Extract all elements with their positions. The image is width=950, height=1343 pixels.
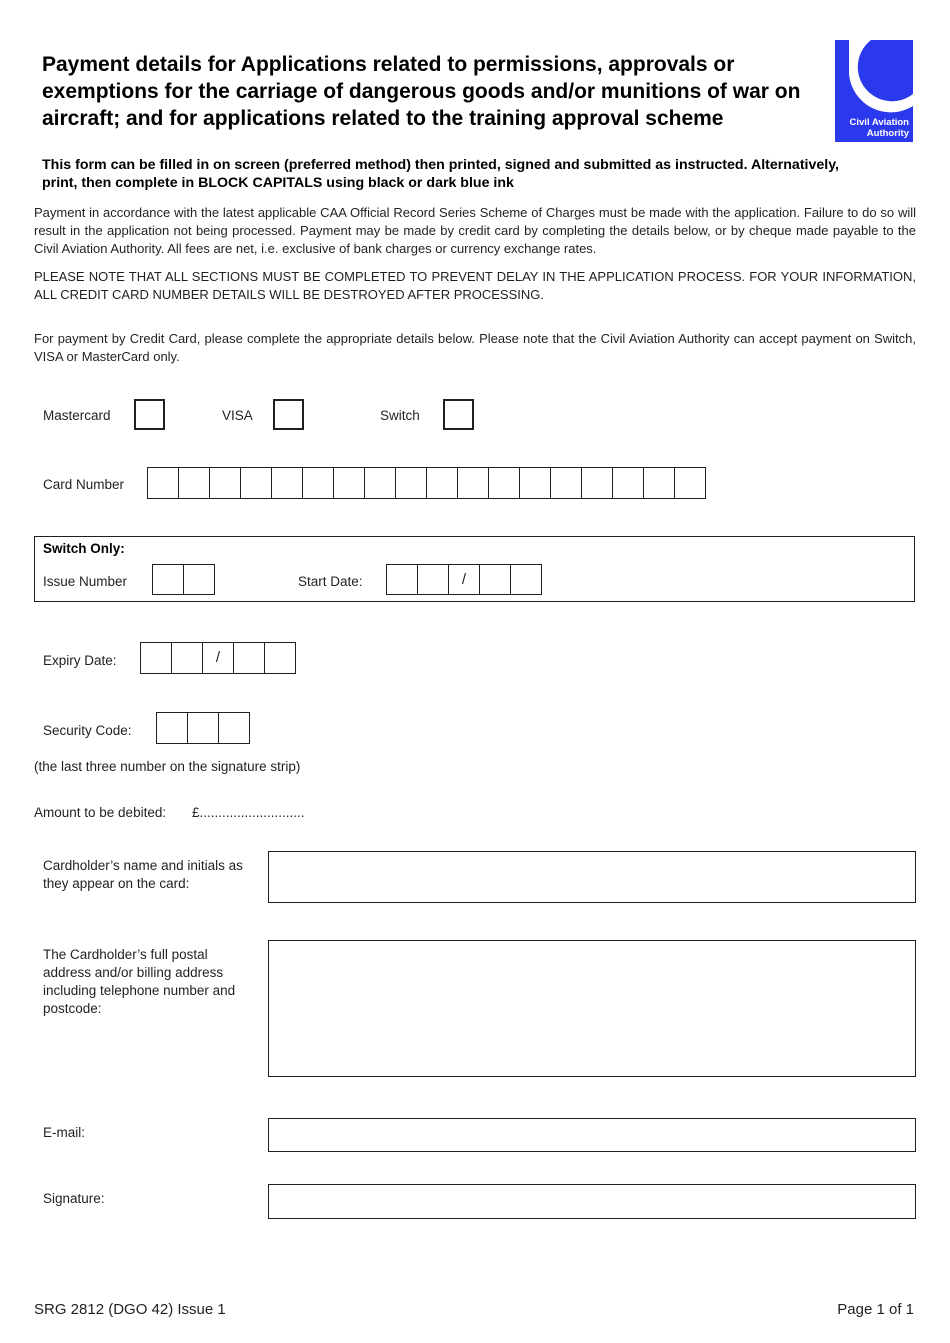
email-input[interactable]: [268, 1118, 916, 1152]
issue-number-digit[interactable]: [184, 565, 215, 594]
mastercard-label: Mastercard: [43, 408, 111, 423]
card-number-label: Card Number: [43, 477, 125, 492]
security-code-digit[interactable]: [219, 713, 250, 743]
email-label: E-mail:: [43, 1125, 86, 1140]
switch-checkbox[interactable]: [443, 399, 474, 430]
security-code-field[interactable]: [156, 712, 250, 744]
signature-input[interactable]: [268, 1184, 916, 1219]
expiry-date-field[interactable]: [140, 642, 296, 674]
issue-number-field[interactable]: [152, 564, 215, 595]
card-number-digit[interactable]: [613, 468, 644, 498]
start-date-field[interactable]: [386, 564, 542, 595]
card-number-digit[interactable]: [520, 468, 551, 498]
card-number-digit[interactable]: [551, 468, 582, 498]
expiry-date-digit[interactable]: [141, 643, 172, 673]
card-number-field[interactable]: [147, 467, 706, 499]
address-input[interactable]: [268, 940, 916, 1077]
security-code-digit[interactable]: [188, 713, 219, 743]
card-number-digit[interactable]: [644, 468, 675, 498]
page-number: Page 1 of 1: [837, 1301, 914, 1318]
expiry-date-label: Expiry Date:: [43, 653, 117, 668]
start-date-separator: /: [449, 565, 480, 594]
amount-label: Amount to be debited:: [34, 805, 167, 820]
logo-text-line1: Civil Aviation: [849, 117, 909, 128]
expiry-date-separator: /: [203, 643, 234, 673]
expiry-date-digit[interactable]: [234, 643, 265, 673]
card-number-digit[interactable]: [675, 468, 706, 498]
card-number-digit[interactable]: [303, 468, 334, 498]
card-number-digit[interactable]: [241, 468, 272, 498]
card-number-digit[interactable]: [210, 468, 241, 498]
issue-number-label: Issue Number: [43, 574, 128, 589]
security-code-label: Security Code:: [43, 723, 132, 738]
cardholder-name-input[interactable]: [268, 851, 916, 903]
payment-intro: Payment in accordance with the latest applicable CAA Official Record Series Scheme of Charges must be made with the application. Failure to do so will result in the application not being processed. Payment may be made by credit card by completing the details below, or by cheque made payable to the Civil Aviation Authority. All fees are net, i.e. exclusive of bank charges or currency exchange rates.: [34, 205, 916, 256]
signature-label: Signature:: [43, 1191, 105, 1206]
start-date-digit[interactable]: [387, 565, 418, 594]
card-number-digit[interactable]: [427, 468, 458, 498]
start-date-digit[interactable]: [511, 565, 542, 594]
security-code-digit[interactable]: [157, 713, 188, 743]
form-title: Payment details for Applications related to permissions, approvals or exemptions for the carriage of dangerous goods and/or munitions of war on aircraft; and for applications related to the training approval scheme: [42, 53, 801, 130]
address-label: The Cardholder’s full postal address and/or billing address including telephone number and postcode:: [43, 947, 236, 1016]
card-number-digit[interactable]: [396, 468, 427, 498]
card-number-digit[interactable]: [272, 468, 303, 498]
card-number-digit[interactable]: [334, 468, 365, 498]
issue-number-digit[interactable]: [153, 565, 184, 594]
caa-logo: [835, 40, 913, 142]
cardholder-name-label: Cardholder’s name and initials as they appear on the card:: [43, 858, 243, 891]
credit-card-intro: For payment by Credit Card, please complete the appropriate details below. Please note that the Civil Aviation Authority can accept payment on Switch, VISA or MasterCard only.: [34, 331, 916, 364]
switch-only-heading: Switch Only:: [43, 541, 125, 556]
fill-instructions: This form can be filled in on screen (preferred method) then printed, signed and submitted as instructed. Alternatively, print, then complete in BLOCK CAPITALS using black or dark blue ink: [42, 157, 839, 191]
card-number-digit[interactable]: [365, 468, 396, 498]
card-number-digit[interactable]: [148, 468, 179, 498]
mastercard-checkbox[interactable]: [134, 399, 165, 430]
expiry-date-digit[interactable]: [265, 643, 296, 673]
start-date-digit[interactable]: [418, 565, 449, 594]
visa-checkbox[interactable]: [273, 399, 304, 430]
start-date-digit[interactable]: [480, 565, 511, 594]
visa-label: VISA: [222, 408, 253, 423]
start-date-label: Start Date:: [298, 574, 363, 589]
card-number-digit[interactable]: [489, 468, 520, 498]
amount-value-field[interactable]: £............................: [192, 805, 305, 820]
completion-notice: PLEASE NOTE THAT ALL SECTIONS MUST BE COMPLETED TO PREVENT DELAY IN THE APPLICATION PROCESS. FOR YOUR INFORMATION, ALL CREDIT CARD NUMBER DETAILS WILL BE DESTROYED AFTER PROCESSING.: [34, 269, 916, 302]
card-number-digit[interactable]: [458, 468, 489, 498]
card-number-digit[interactable]: [179, 468, 210, 498]
form-reference: SRG 2812 (DGO 42) Issue 1: [34, 1301, 226, 1318]
security-code-note: (the last three number on the signature strip): [34, 759, 301, 774]
logo-text-line2: Authority: [866, 127, 909, 139]
card-number-digit[interactable]: [582, 468, 613, 498]
switch-label: Switch: [380, 408, 420, 423]
expiry-date-digit[interactable]: [172, 643, 203, 673]
